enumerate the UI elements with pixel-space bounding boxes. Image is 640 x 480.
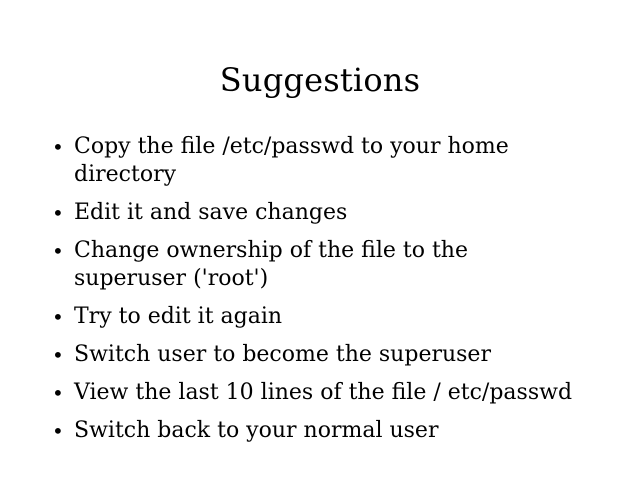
bullet-dot-icon: •	[52, 305, 64, 329]
bullet-dot-icon: •	[52, 201, 64, 225]
bullet-dot-icon: •	[52, 381, 64, 405]
bullet-item-switch-back	[52, 417, 582, 445]
bullet-dot-icon: •	[52, 343, 64, 367]
slide-title: Suggestions	[219, 61, 421, 99]
bullet-item-edit-again	[52, 303, 582, 331]
bullet-text: Try to edit it again	[74, 304, 283, 329]
bullet-item-switch-superuser	[52, 341, 582, 369]
bullet-text: Switch back to your normal user	[74, 418, 439, 443]
bullet-text: Switch user to become the superuser	[74, 342, 491, 367]
bullet-text: Copy the file /etc/passwd to your home directory	[74, 134, 509, 187]
bullet-list	[52, 133, 582, 455]
bullet-text: Edit it and save changes	[74, 200, 348, 225]
bullet-dot-icon: •	[52, 419, 64, 443]
bullet-item-copy-file	[52, 133, 582, 189]
bullet-text: Change ownership of the file to the superuser ('root')	[74, 238, 468, 291]
bullet-dot-icon: •	[52, 239, 64, 263]
bullet-item-change-ownership	[52, 237, 582, 293]
bullet-text: View the last 10 lines of the file / etc/passwd	[74, 380, 573, 405]
bullet-item-edit-save	[52, 199, 582, 227]
bullet-dot-icon: •	[52, 135, 64, 159]
bullet-item-view-last-lines	[52, 379, 582, 407]
